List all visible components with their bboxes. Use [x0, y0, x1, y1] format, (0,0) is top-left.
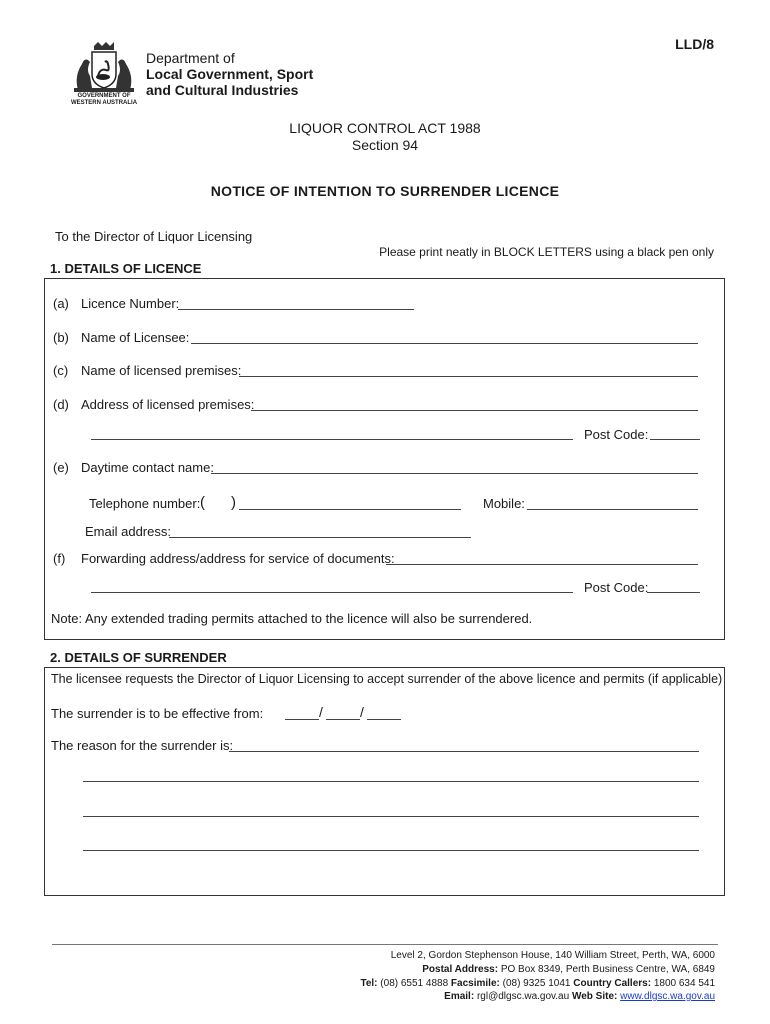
- contact-name-label: Daytime contact name:: [81, 460, 214, 475]
- footer-contact: [444, 991, 715, 1002]
- effective-day-field[interactable]: [285, 719, 319, 720]
- gov-line-2: WESTERN AUSTRALIA: [70, 100, 138, 106]
- form-code: LLD/8: [675, 36, 714, 52]
- fax-value: (08) 9325 1041: [502, 978, 571, 989]
- reason-field-2[interactable]: [83, 781, 699, 782]
- gov-line-1: GOVERNMENT OF: [77, 93, 131, 99]
- forwarding-address-field-2[interactable]: [91, 592, 573, 593]
- reason-field-4[interactable]: [83, 850, 699, 851]
- item-letter-f: (f): [53, 551, 66, 566]
- telephone-field[interactable]: [239, 509, 461, 510]
- item-letter-c: (c): [53, 363, 69, 378]
- page-title: NOTICE OF INTENTION TO SURRENDER LICENCE: [210, 183, 560, 199]
- telephone-label: Telephone number:: [89, 496, 201, 511]
- fax-label: Facsimile:: [450, 978, 500, 989]
- effective-year-field[interactable]: [367, 719, 401, 720]
- country-label: Country Callers:: [573, 978, 652, 989]
- postcode-label-2: Post Code:: [584, 580, 649, 595]
- licence-number-field[interactable]: [178, 309, 414, 310]
- premises-address-label: Address of licensed premises:: [81, 397, 255, 412]
- website-link[interactable]: www.dlgsc.wa.gov.au: [620, 991, 715, 1002]
- item-letter-e: (e): [53, 460, 69, 475]
- surrender-details-box: [44, 667, 725, 896]
- postcode-field-2[interactable]: [647, 592, 700, 593]
- email-label: Email address:: [85, 524, 171, 539]
- date-separator-2: /: [360, 704, 364, 720]
- date-separator-1: /: [319, 704, 323, 720]
- section-ref: Section 94: [351, 137, 419, 153]
- dept-line-1: Department of: [146, 50, 235, 66]
- effective-date-label: The surrender is to be effective from:: [51, 706, 264, 721]
- dept-line-2: Local Government, Sport: [146, 66, 314, 82]
- mobile-label: Mobile:: [483, 496, 525, 511]
- postal-label: Postal Address:: [422, 964, 499, 975]
- tel-value: (08) 6551 4888: [380, 978, 449, 989]
- email-footer-label: Email:: [444, 991, 475, 1002]
- surrender-request-text: The licensee requests the Director of Liquor Licensing to accept surrender of the above licence and permits (if applicable): [51, 672, 723, 686]
- email-footer-value: rgl@dlgsc.wa.gov.au: [476, 991, 570, 1002]
- premises-name-label: Name of licensed premises:: [81, 363, 242, 378]
- reason-field-3[interactable]: [83, 816, 699, 817]
- mobile-field[interactable]: [527, 509, 698, 510]
- dept-line-3: and Cultural Industries: [146, 82, 299, 98]
- email-field[interactable]: [169, 537, 471, 538]
- tel-label: Tel:: [360, 978, 378, 989]
- instruction-text: Please print neatly in BLOCK LETTERS using a black pen only: [379, 245, 714, 259]
- footer-address: Level 2, Gordon Stephenson House, 140 William Street, Perth, WA, 6000: [390, 950, 715, 961]
- item-letter-d: (d): [53, 397, 69, 412]
- item-letter-b: (b): [53, 330, 69, 345]
- surrender-note: Note: Any extended trading permits attached to the licence will also be surrendered.: [51, 611, 533, 626]
- footer-divider: [52, 944, 718, 945]
- section-1-heading: 1. DETAILS OF LICENCE: [50, 261, 202, 276]
- footer-postal: [422, 964, 715, 975]
- reason-field-1[interactable]: [229, 751, 699, 752]
- forwarding-address-label: Forwarding address/address for service of documents:: [81, 551, 395, 566]
- addressee: To the Director of Liquor Licensing: [55, 229, 253, 244]
- licence-details-box: [44, 278, 725, 640]
- tel-close-paren: ): [231, 494, 236, 511]
- web-label: Web Site:: [571, 991, 618, 1002]
- section-2-heading: 2. DETAILS OF SURRENDER: [50, 650, 227, 665]
- premises-address-field[interactable]: [251, 410, 698, 411]
- forwarding-address-field[interactable]: [386, 564, 698, 565]
- tel-open-paren: (: [200, 494, 205, 511]
- act-title: LIQUOR CONTROL ACT 1988: [289, 120, 481, 136]
- premises-address-field-2[interactable]: [91, 439, 573, 440]
- postcode-label: Post Code:: [584, 427, 649, 442]
- premises-name-field[interactable]: [239, 376, 698, 377]
- country-value: 1800 634 541: [653, 978, 715, 989]
- licensee-name-field[interactable]: [191, 343, 698, 344]
- postcode-field[interactable]: [650, 439, 700, 440]
- licensee-name-label: Name of Licensee:: [81, 330, 190, 345]
- reason-label: The reason for the surrender is:: [51, 738, 234, 753]
- licence-number-label: Licence Number:: [81, 296, 180, 311]
- department-name: [146, 50, 313, 98]
- effective-month-field[interactable]: [326, 719, 360, 720]
- item-letter-a: (a): [53, 296, 69, 311]
- government-label: [64, 93, 144, 107]
- postal-value: PO Box 8349, Perth Business Centre, WA, 6849: [500, 964, 715, 975]
- contact-name-field[interactable]: [211, 473, 698, 474]
- footer-phones: [360, 978, 715, 989]
